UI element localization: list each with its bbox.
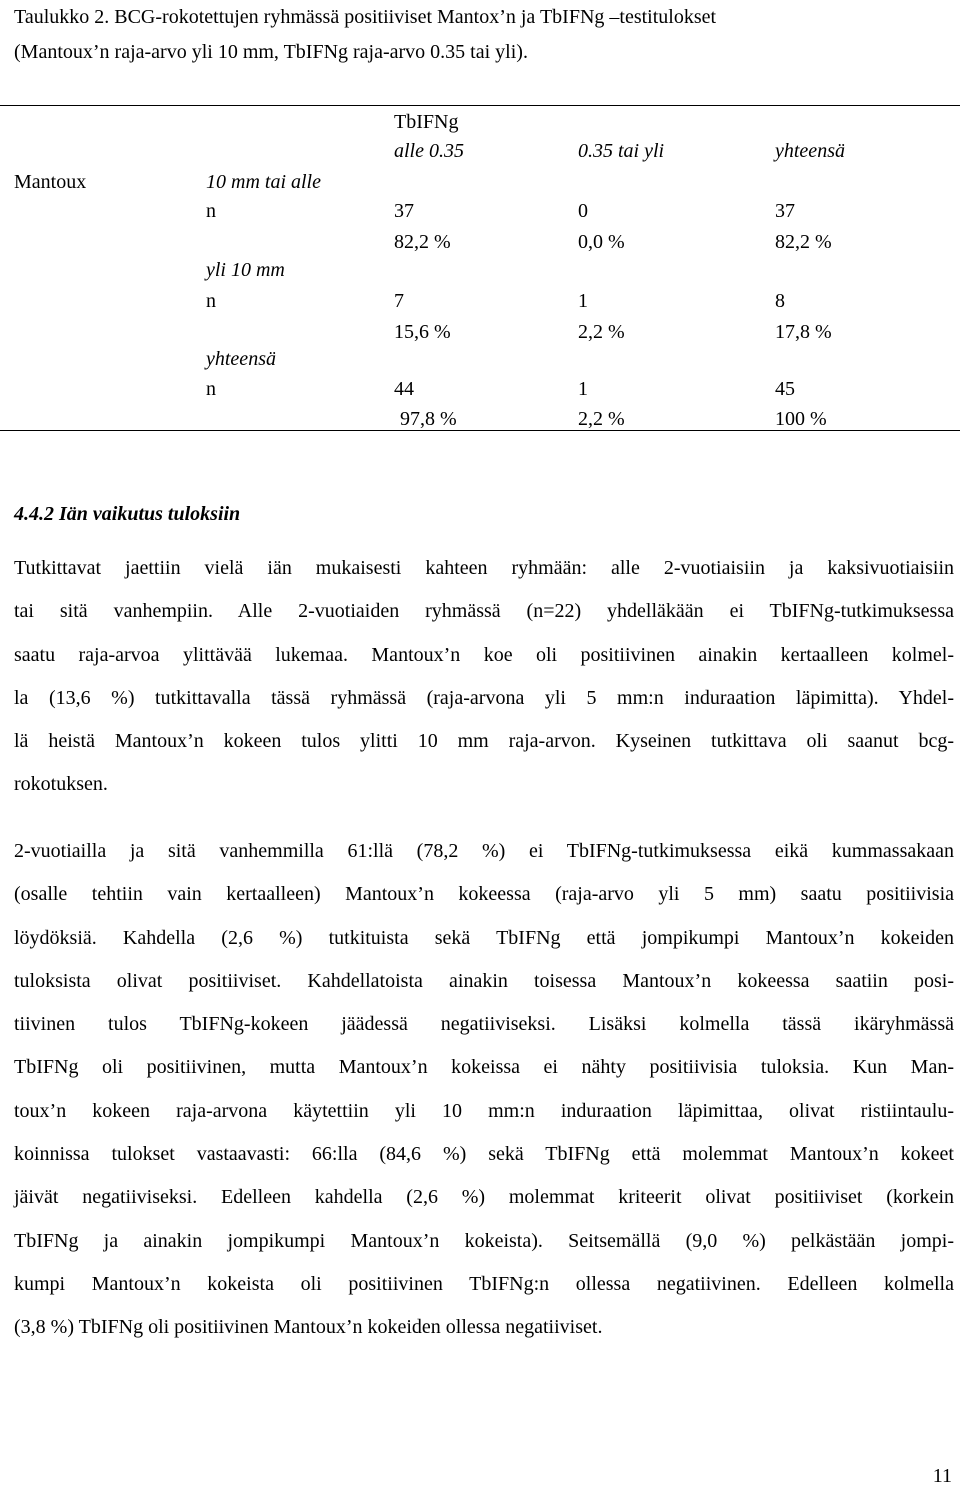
table-caption <box>14 0 954 70</box>
paragraph-line: TbIFNg oli positiivinen, mutta Mantoux’n kokeissa ei nähty positiivisia tuloksia. Kun Man- <box>14 1056 954 1079</box>
col-header-tai-yli: 0.35 tai yli <box>578 140 665 162</box>
header-group-tbifng: TbIFNg <box>394 111 459 133</box>
cell-count: 45 <box>775 378 795 400</box>
caption-line: Taulukko 2. BCG-rokotettujen ryhmässä positiiviset Mantox’n ja TbIFNg –testitulokset <box>14 6 717 28</box>
paragraph-line: löydöksiä. Kahdella (2,6 %) tutkituista sekä TbIFNg että jompikumpi Mantoux’n kokeiden <box>14 926 954 949</box>
row-n-label: n <box>206 378 216 400</box>
caption-line: (Mantoux’n raja-arvo yli 10 mm, TbIFNg raja-arvo 0.35 tai yli). <box>14 41 528 63</box>
col-header-alle: alle 0.35 <box>394 140 464 162</box>
paragraph-line: (osalle tehtiin vain kertaalleen) Mantoux’n kokeessa (raja-arvo yli 5 mm) saatu positiivisia <box>14 883 954 906</box>
section-heading: 4.4.2 Iän vaikutus tuloksiin <box>14 503 241 525</box>
cell-percent: 82,2 % <box>394 231 451 253</box>
cell-count: 7 <box>394 290 404 312</box>
cell-percent: 17,8 % <box>775 321 832 343</box>
cell-percent: 2,2 % <box>578 408 625 430</box>
page-number: 11 <box>932 1465 952 1487</box>
cell-count: 1 <box>578 290 588 312</box>
table-bottom-rule <box>0 430 960 431</box>
cell-percent: 2,2 % <box>578 321 625 343</box>
cell-count: 8 <box>775 290 785 312</box>
row-group-label: yhteensä <box>206 348 276 370</box>
paragraph-line: lä heistä Mantoux’n kokeen tulos ylitti 10 mm raja-arvon. Kyseinen tutkittava oli saanut bcg- <box>14 730 954 753</box>
paragraph-line: tuloksista olivat positiiviset. Kahdellatoista ainakin toisessa Mantoux’n kokeessa saatiin posi- <box>14 969 954 992</box>
cell-count: 0 <box>578 200 588 222</box>
cell-percent: 100 % <box>775 408 827 430</box>
paragraph-line: kumpi Mantoux’n kokeista oli positiivinen TbIFNg:n ollessa negatiivinen. Edelleen kolmella <box>14 1272 954 1295</box>
row-group-label: 10 mm tai alle <box>206 171 321 193</box>
paragraph <box>14 547 954 807</box>
row-group-label: yli 10 mm <box>206 259 285 281</box>
cell-percent: 97,8 % <box>400 408 457 430</box>
cell-count: 1 <box>578 378 588 400</box>
paragraph-line: toux’n kokeen raja-arvona käytettiin yli 10 mm:n induraation läpimittaa, olivat ristiintaulu- <box>14 1099 954 1122</box>
cell-count: 37 <box>775 200 795 222</box>
cell-percent: 15,6 % <box>394 321 451 343</box>
cell-percent: 82,2 % <box>775 231 832 253</box>
paragraph-line: 2-vuotiailla ja sitä vanhemmilla 61:llä (78,2 %) ei TbIFNg-tutkimuksessa eikä kummassakaan <box>14 840 954 862</box>
paragraph-line: rokotuksen. <box>14 773 108 796</box>
col-header-yhteensa: yhteensä <box>775 140 845 162</box>
paragraph-line: (3,8 %) TbIFNg oli positiivinen Mantoux’n kokeiden ollessa negatiiviset. <box>14 1316 603 1339</box>
cell-count: 44 <box>394 378 414 400</box>
paragraph-line: Tutkittavat jaettiin vielä iän mukaisesti kahteen ryhmään: alle 2-vuotiaisiin ja kaksivuotiaisiin <box>14 557 954 579</box>
paragraph-line: tiivinen tulos TbIFNg-kokeen jäädessä negatiiviseksi. Lisäksi kolmella tässä ikäryhmässä <box>14 1013 954 1036</box>
row-n-label: n <box>206 200 216 222</box>
paragraph-line: saatu raja-arvoa ylittävää lukemaa. Mantoux’n koe oli positiivinen ainakin kertaalleen kolmel- <box>14 643 954 666</box>
row-group-label-mantoux: Mantoux <box>14 171 87 193</box>
paragraph <box>14 830 954 1350</box>
paragraph-line: la (13,6 %) tutkittavalla tässä ryhmässä (raja-arvona yli 5 mm:n induraation läpimitta). Yhdel- <box>14 686 954 709</box>
row-n-label: n <box>206 290 216 312</box>
table-top-rule <box>0 105 960 106</box>
cell-percent: 0,0 % <box>578 231 625 253</box>
paragraph-line: TbIFNg ja ainakin jompikumpi Mantoux’n kokeista). Seitsemällä (9,0 %) pelkästään jompi- <box>14 1229 954 1252</box>
cell-count: 37 <box>394 200 414 222</box>
paragraph-line: tai sitä vanhempiin. Alle 2-vuotiaiden ryhmässä (n=22) yhdelläkään ei TbIFNg-tutkimuksessa <box>14 600 954 623</box>
paragraph-line: koinnissa tulokset vastaavasti: 66:lla (84,6 %) sekä TbIFNg että molemmat Mantoux’n kokeet <box>14 1143 954 1166</box>
paragraph-line: jäivät negatiiviseksi. Edelleen kahdella (2,6 %) molemmat kriteerit olivat positiiviset (korkein <box>14 1186 954 1209</box>
